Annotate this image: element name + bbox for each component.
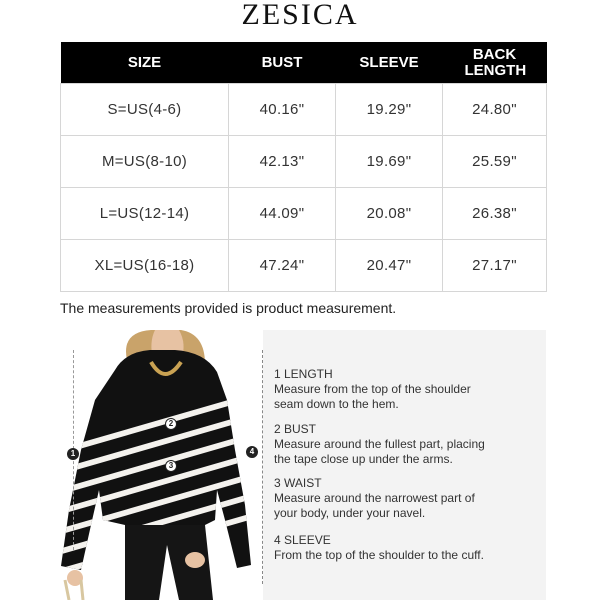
sweater-illustration	[55, 330, 263, 600]
brand-logo: ZESICA	[241, 0, 359, 31]
header-sleeve: SLEEVE	[336, 42, 443, 84]
guide-title: 1 LENGTH	[274, 367, 333, 381]
cell-bust: 47.24"	[229, 240, 336, 292]
table-row	[61, 136, 547, 188]
guide-desc: Measure from the top of the shoulder seam down to the hem.	[274, 382, 471, 411]
cell-sleeve: 20.47"	[336, 240, 443, 292]
guide-title: 3 WAIST	[274, 476, 322, 490]
table-row	[61, 84, 547, 136]
guide-divider	[262, 350, 263, 584]
header-size: SIZE	[61, 42, 229, 84]
guide-entry-length	[274, 367, 544, 412]
header-bust: BUST	[229, 42, 336, 84]
guide-title: 2 BUST	[274, 422, 317, 436]
header-back-length: BACK LENGTH	[443, 42, 547, 84]
table-row	[61, 188, 547, 240]
cell-sleeve: 20.08"	[336, 188, 443, 240]
cell-size: M=US(8-10)	[61, 136, 229, 188]
cell-bust: 42.13"	[229, 136, 336, 188]
cell-back-length: 24.80"	[443, 84, 547, 136]
guide-entry-sleeve	[274, 533, 544, 563]
guide-title: 4 SLEEVE	[274, 533, 331, 547]
table-row	[61, 240, 547, 292]
guide-desc: From the top of the shoulder to the cuff.	[274, 548, 484, 562]
size-chart-table	[60, 42, 547, 292]
guide-entry-waist	[274, 476, 544, 521]
marker-waist: 3	[165, 460, 177, 472]
cell-bust: 40.16"	[229, 84, 336, 136]
measurement-note: The measurements provided is product measurement.	[60, 300, 397, 316]
marker-length: 1	[67, 448, 79, 460]
cell-back-length: 27.17"	[443, 240, 547, 292]
marker-sleeve: 4	[246, 446, 258, 458]
model-photo	[55, 330, 263, 600]
guide-desc: Measure around the fullest part, placing the tape close up under the arms.	[274, 437, 485, 466]
cell-sleeve: 19.29"	[336, 84, 443, 136]
marker-bust: 2	[165, 418, 177, 430]
cell-back-length: 26.38"	[443, 188, 547, 240]
cell-bust: 44.09"	[229, 188, 336, 240]
table-header-row	[61, 42, 547, 84]
guide-desc: Measure around the narrowest part of your body, under your navel.	[274, 491, 475, 520]
cell-size: L=US(12-14)	[61, 188, 229, 240]
guide-entry-bust	[274, 422, 544, 467]
cell-back-length: 25.59"	[443, 136, 547, 188]
cell-size: XL=US(16-18)	[61, 240, 229, 292]
cell-sleeve: 19.69"	[336, 136, 443, 188]
cell-size: S=US(4-6)	[61, 84, 229, 136]
